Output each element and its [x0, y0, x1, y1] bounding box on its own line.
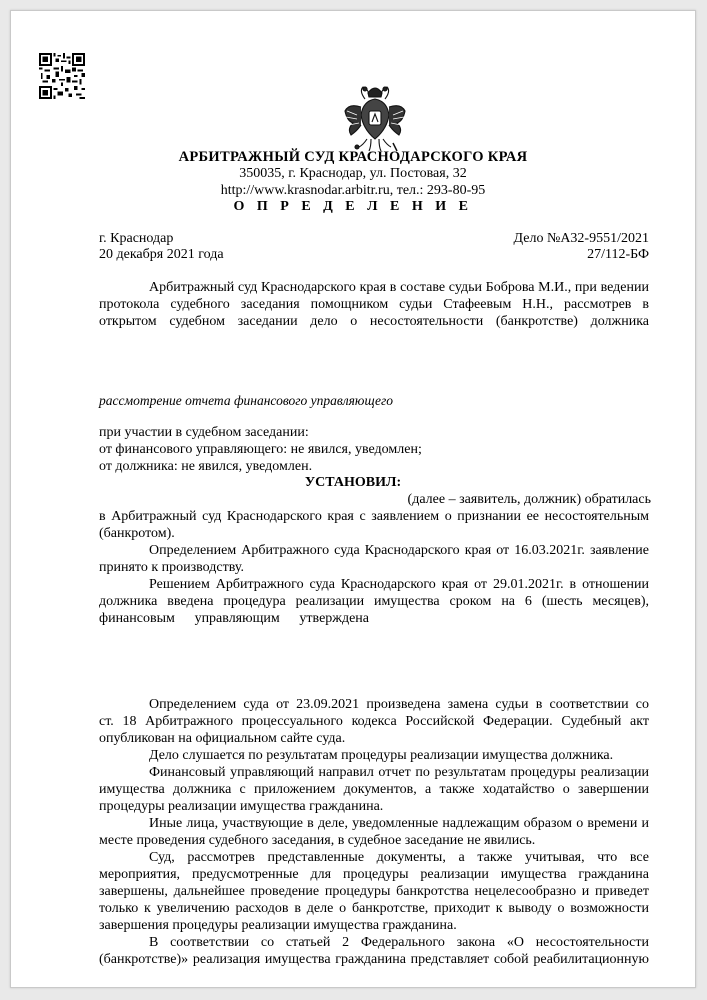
p2-line-1: Определением Арбитражного суда Краснодарского края от 16.03.2021г. заявление	[149, 543, 649, 558]
p1-line-1: (далее – заявитель, должник) обратилась	[407, 492, 651, 507]
case-number: Дело №А32-9551/2021	[513, 231, 649, 246]
p3-line-1: Решением Арбитражного суда Краснодарского края от 29.01.2021г. в отношении	[149, 577, 649, 592]
city: г. Краснодар	[99, 231, 174, 246]
case-sub-number: 27/112-БФ	[587, 247, 649, 262]
court-contacts: http://www.krasnodar.arbitr.ru, тел.: 293-80-95	[220, 183, 486, 198]
p6-line-1: Финансовый управляющий направил отчет по результатам процедуры реализации	[149, 765, 649, 780]
p7-line-1: Иные лица, участвующие в деле, уведомленные надлежащим образом о времени и	[149, 816, 649, 831]
p4-line-2: ст. 18 Арбитражного процессуального кодекса Российской Федерации. Судебный акт	[99, 714, 649, 729]
document-page	[10, 10, 696, 988]
decision-date: 20 декабря 2021 года	[99, 247, 224, 262]
p1-line-3: (банкротом).	[99, 526, 175, 541]
p4-line-3: опубликован на официальном сайте суда.	[99, 731, 346, 746]
p3-line-2: должника введена процедура реализации имущества сроком на 6 (шесть месяцев),	[99, 594, 649, 609]
attendance-debtor: от должника: не явился, уведомлен.	[99, 459, 313, 474]
established-heading: УСТАНОВИЛ:	[304, 475, 402, 490]
attendance-manager: от финансового управляющего: не явился, уведомлен;	[99, 442, 422, 457]
p6-line-3: процедуры реализации имущества гражданина.	[99, 799, 384, 814]
p8-line-4: только к увеличению расходов в деле о банкротстве, приходит к выводу о возможности	[99, 901, 649, 916]
p9-line-2: (банкротстве)» реализация имущества гражданина представляет собой реабилитационную	[99, 952, 649, 967]
p8-line-3: завершены, дальнейшее проведение процедуры банкротства нецелесообразно и приведет	[99, 884, 649, 899]
qr-code-icon	[39, 53, 85, 99]
p3-line-3: финансовым управляющим утверждена	[99, 611, 369, 626]
p7-line-2: месте проведения судебного заседания, в судебное заседание не явились.	[99, 833, 536, 848]
p5-line-1: Дело слушается по результатам процедуры реализации имущества должника.	[149, 748, 614, 763]
intro-line-2: протокола судебного заседания помощником судьи Стафеевым Н.Н., рассмотрев в	[99, 297, 649, 312]
coat-of-arms-emblem-icon	[341, 81, 409, 153]
p9-line-1: В соответствии со статьей 2 Федерального закона «О несостоятельности	[149, 935, 649, 950]
court-address: 350035, г. Краснодар, ул. Постовая, 32	[239, 166, 467, 181]
p4-line-1: Определением суда от 23.09.2021 произведена замена судьи в соответствии со	[149, 697, 649, 712]
hearing-subject: рассмотрение отчета финансового управляющего	[99, 393, 393, 408]
court-name: АРБИТРАЖНЫЙ СУД КРАСНОДАРСКОГО КРАЯ	[178, 149, 528, 165]
attendance-heading: при участии в судебном заседании:	[99, 425, 309, 440]
document-type-title: О П Р Е Д Е Л Е Н И Е	[233, 199, 473, 214]
p8-line-2: мероприятия, предусмотренные для процедуры реализации имущества гражданина	[99, 867, 649, 882]
p8-line-1: Суд, рассмотрев представленные документы, а также учитывая, что все	[149, 850, 649, 865]
intro-line-3: открытом судебном заседании дело о несостоятельности (банкротстве) должника	[99, 314, 649, 329]
p2-line-2: принято к производству.	[99, 560, 244, 575]
intro-line-1: Арбитражный суд Краснодарского края в составе судьи Боброва М.И., при ведении	[149, 280, 649, 295]
p8-line-5: завершения процедуры реализации имущества гражданина.	[99, 918, 457, 933]
p1-line-2: в Арбитражный суд Краснодарского края с заявлением о признании ее несостоятельным	[99, 509, 649, 524]
p6-line-2: имущества должника с приложением документов, а также ходатайство о завершении	[99, 782, 649, 797]
